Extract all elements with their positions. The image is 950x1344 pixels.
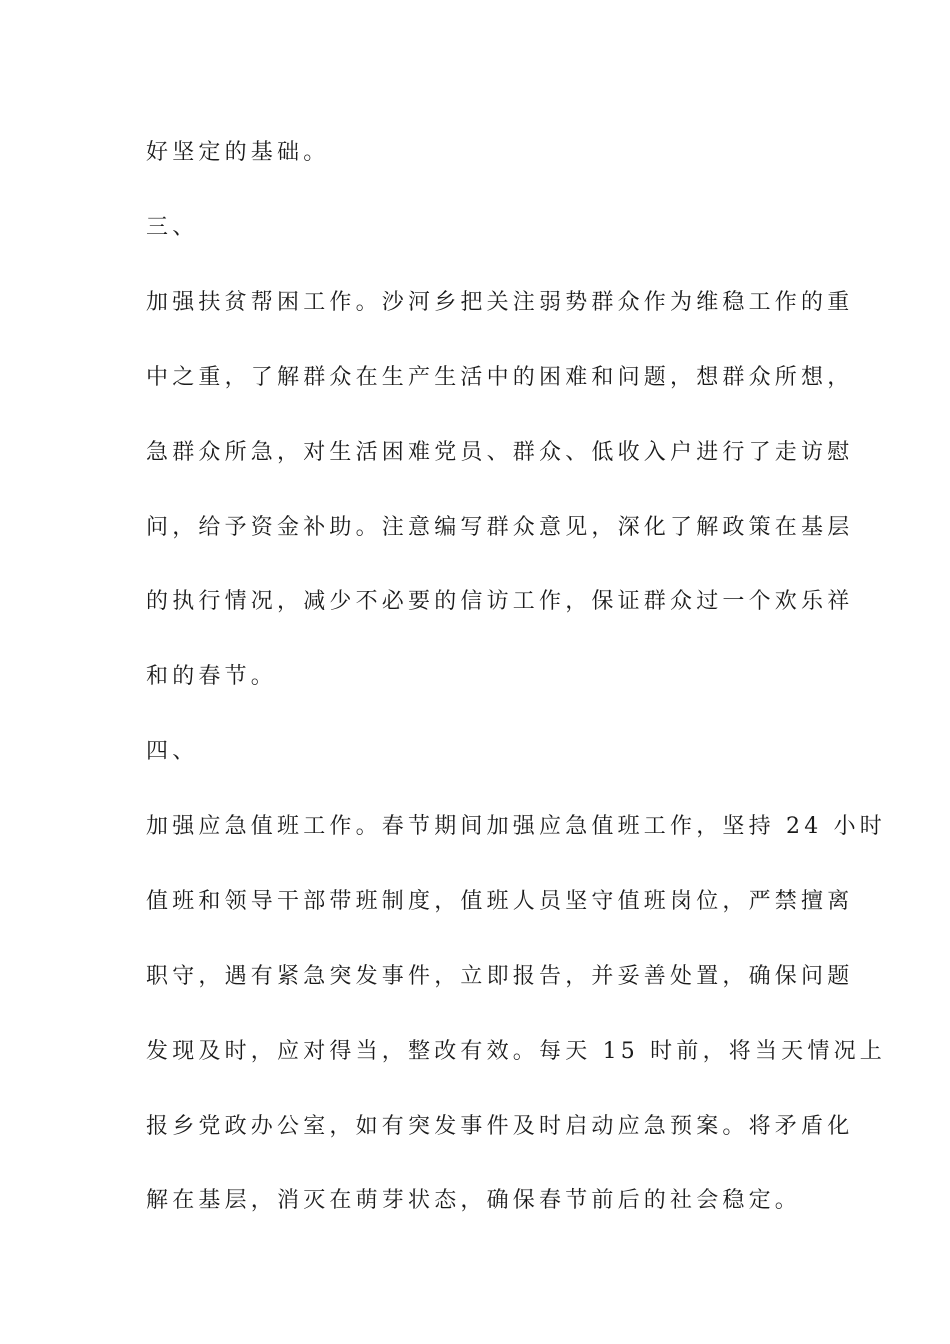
text-line: 的执行情况，减少不必要的信访工作，保证群众过一个欢乐祥 [146, 589, 854, 614]
text-line: 报乡党政办公室，如有突发事件及时启动应急预案。将矛盾化 [146, 1114, 854, 1139]
text-line: 值班和领导干部带班制度，值班人员坚守值班岗位，严禁擅离 [146, 889, 854, 914]
text-line: 问，给予资金补助。注意编写群众意见，深化了解政策在基层 [146, 515, 854, 540]
text-line: 职守，遇有紧急突发事件，立即报告，并妥善处置，确保问题 [146, 964, 854, 989]
text-line: 解在基层，消灭在萌芽状态，确保春节前后的社会稳定。 [146, 1188, 802, 1213]
text-line: 急群众所急，对生活困难党员、群众、低收入户进行了走访慰 [146, 440, 854, 465]
text-line: 好坚定的基础。 [146, 140, 330, 165]
text-line: 发现及时，应对得当，整改有效。每天 15 时前，将当天情况上 [146, 1039, 886, 1064]
text-line: 加强应急值班工作。春节期间加强应急值班工作，坚持 24 小时 [146, 814, 886, 839]
text-line: 中之重，了解群众在生产生活中的困难和问题，想群众所想， [146, 365, 854, 390]
section-number-three: 三、 [146, 215, 199, 240]
section-number-four: 四、 [146, 739, 199, 764]
text-line: 和的春节。 [146, 664, 278, 689]
text-line: 加强扶贫帮困工作。沙河乡把关注弱势群众作为维稳工作的重 [146, 290, 854, 315]
